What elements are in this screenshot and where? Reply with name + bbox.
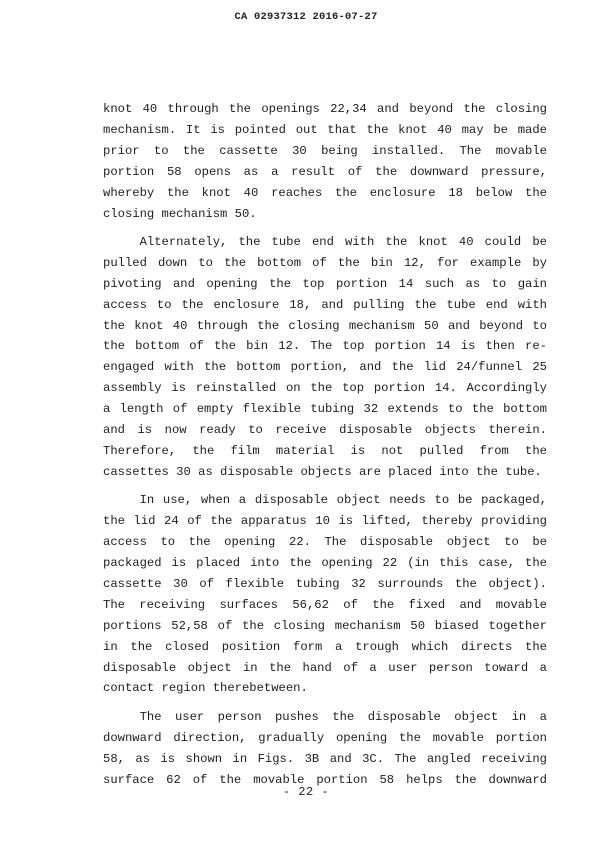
text-line: mechanism. It is pointed out that the knot 40 may be made [103,122,547,137]
text-line: downward direction, gradually opening the movable portion [103,730,547,745]
paragraph [103,99,547,224]
text-line: the bottom of the bin 12. The top portion 14 is then re- [103,339,547,354]
page-header: CA 02937312 2016-07-27 [234,11,378,23]
text-line: portions 52,58 of the closing mechanism 50 biased together [103,618,547,633]
paragraph [103,232,547,483]
text-line: pivoting and opening the top portion 14 such as to gain [103,276,547,291]
text-line: knot 40 through the openings 22,34 and beyond the closing [103,102,547,116]
text-line: disposable object in the hand of a user person toward a [103,660,547,675]
text-line: prior to the cassette 30 being installed. The movable [103,143,547,158]
paragraph [103,707,547,791]
text-line: whereby the knot 40 reaches the enclosure 18 below the [103,185,547,200]
text-line: The user person pushes the disposable object in a [139,709,547,724]
text-line: access to the enclosure 18, and pulling the tube end with [103,297,547,312]
text-line: engaged with the bottom portion, and the lid 24/funnel 25 [103,360,547,375]
text-line: Alternately, the tube end with the knot 40 could be [139,234,547,249]
text-line: The receiving surfaces 56,62 of the fixed and movable [103,597,547,612]
text-line: the lid 24 of the apparatus 10 is lifted, thereby providing [103,514,547,529]
text-line: pulled down to the bottom of the bin 12, for example by [103,255,547,270]
text-line: and is now ready to receive disposable objects therein. [103,423,547,438]
text-line: In use, when a disposable object needs to be packaged, [139,493,547,508]
text-line: a length of empty flexible tubing 32 extends to the bottom [103,402,547,417]
page-number: - 22 - [282,785,330,799]
text-line: cassette 30 of flexible tubing 32 surrounds the object). [103,576,547,591]
text-line: in the closed position form a trough which directs the [103,639,547,654]
text-line: contact region therebetween. [103,681,308,696]
text-line: 58, as is shown in Figs. 3B and 3C. The angled receiving [103,751,547,766]
text-line: access to the opening 22. The disposable object to be [103,535,547,550]
text-line: Therefore, the film material is not pulled from the [103,444,547,458]
text-line: assembly is reinstalled on the top portion 14. Accordingly [103,381,547,396]
document-body [103,99,547,791]
text-line: portion 58 opens as a result of the downward pressure, [103,164,547,179]
text-line: closing mechanism 50. [103,206,257,221]
text-line: packaged is placed into the opening 22 (in this case, the [103,556,547,571]
text-line: surface 62 of the movable portion 58 helps the downward [103,772,547,787]
text-line: cassettes 30 as disposable objects are placed into the tube. [103,464,542,479]
text-line: the knot 40 through the closing mechanism 50 and beyond to [103,318,547,333]
paragraph [103,490,547,699]
